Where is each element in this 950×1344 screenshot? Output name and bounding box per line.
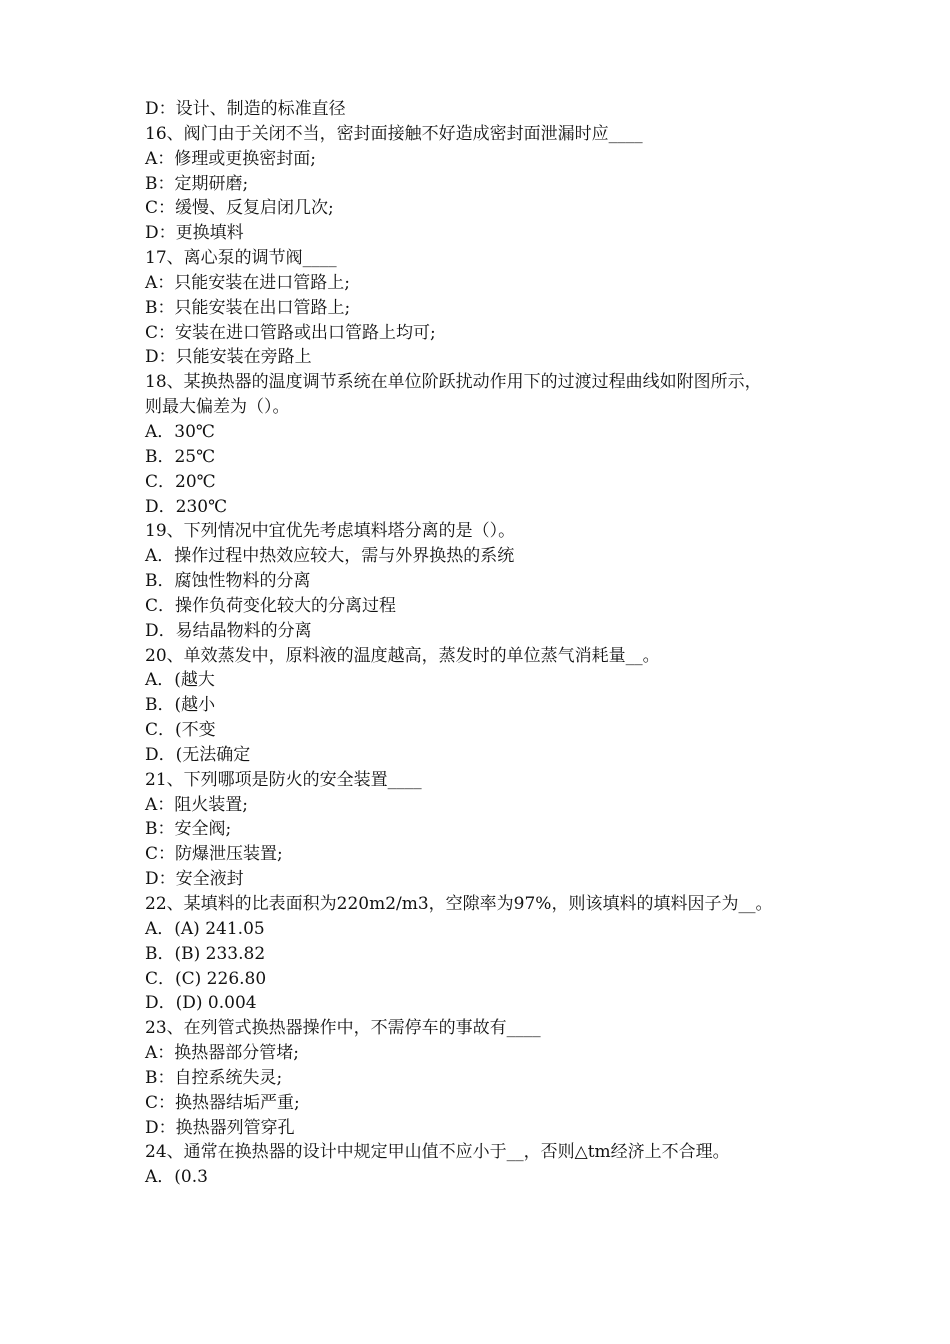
option-line: C．(C) 226.80 [145, 968, 267, 989]
option-line: D：只能安装在旁路上 [145, 347, 312, 368]
question-20: 20、单效蒸发中，原料液的温度越高，蒸发时的单位蒸气消耗量__。 [145, 645, 660, 666]
option-line: C：防爆泄压装置; [145, 844, 283, 865]
option-line: B．(越小 [145, 695, 216, 716]
text-line: D：设计、制造的标准直径 [145, 99, 346, 119]
question-24: 24、通常在换热器的设计中规定甲山值不应小于__，否则△tm经济上不合理。 [145, 1142, 730, 1163]
question-18: 18、某换热器的温度调节系统在单位阶跃扰动作用下的过渡过程曲线如附图所示， [145, 372, 762, 393]
option-line: D：更换填料 [145, 223, 244, 244]
question-16: 16、阀门由于关闭不当，密封面接触不好造成密封面泄漏时应____ [145, 123, 643, 144]
option-line: D．(无法确定 [145, 744, 251, 765]
question-23: 23、在列管式换热器操作中，不需停车的事故有____ [145, 1018, 541, 1039]
option-line: B：只能安装在出口管路上; [145, 297, 351, 318]
option-line: D．230℃ [145, 496, 228, 517]
option-line: A：阻火装置; [145, 794, 249, 815]
option-line: A．(A) 241.05 [145, 918, 265, 939]
option-line: B：自控系统失灵; [145, 1067, 283, 1088]
option-line: D：安全液封 [145, 869, 244, 890]
option-line: B．腐蚀性物料的分离 [145, 571, 311, 592]
option-line: D．易结晶物料的分离 [145, 620, 312, 641]
question-21: 21、下列哪项是防火的安全装置____ [145, 769, 422, 790]
option-line: A：只能安装在进口管路上; [145, 272, 351, 293]
option-line: B：定期研磨; [145, 173, 249, 194]
option-line: A：换热器部分管堵; [145, 1043, 300, 1064]
option-line: C．20℃ [145, 471, 216, 492]
option-line: A：修理或更换密封面; [145, 148, 317, 169]
option-line: A．30℃ [145, 421, 215, 442]
question-19: 19、下列情况中宜优先考虑填料塔分离的是（）。 [145, 521, 516, 542]
question-22: 22、某填料的比表面积为220m2/m3，空隙率为97%，则该填料的填料因子为__。 [145, 894, 773, 914]
option-line: A．操作过程中热效应较大，需与外界换热的系统 [145, 546, 515, 567]
option-line: C：缓慢、反复启闭几次; [145, 198, 334, 219]
option-line: B．25℃ [145, 446, 216, 467]
option-line: C：换热器结垢严重; [145, 1092, 300, 1113]
option-line: A．(0.3 [145, 1167, 208, 1188]
option-line: B．(B) 233.82 [145, 943, 266, 964]
option-line: C．(不变 [145, 720, 216, 741]
option-line: C．操作负荷变化较大的分离过程 [145, 595, 397, 616]
question-17: 17、离心泵的调节阀____ [145, 248, 337, 269]
document-body [145, 97, 845, 1190]
option-line: D：换热器列管穿孔 [145, 1117, 295, 1138]
option-line: A．(越大 [145, 670, 215, 691]
option-line: C：安装在进口管路或出口管路上均可; [145, 322, 436, 343]
question-18-continued: 则最大偏差为（）。 [145, 397, 290, 418]
option-line: D．(D) 0.004 [145, 993, 257, 1014]
option-line: B：安全阀; [145, 819, 232, 840]
